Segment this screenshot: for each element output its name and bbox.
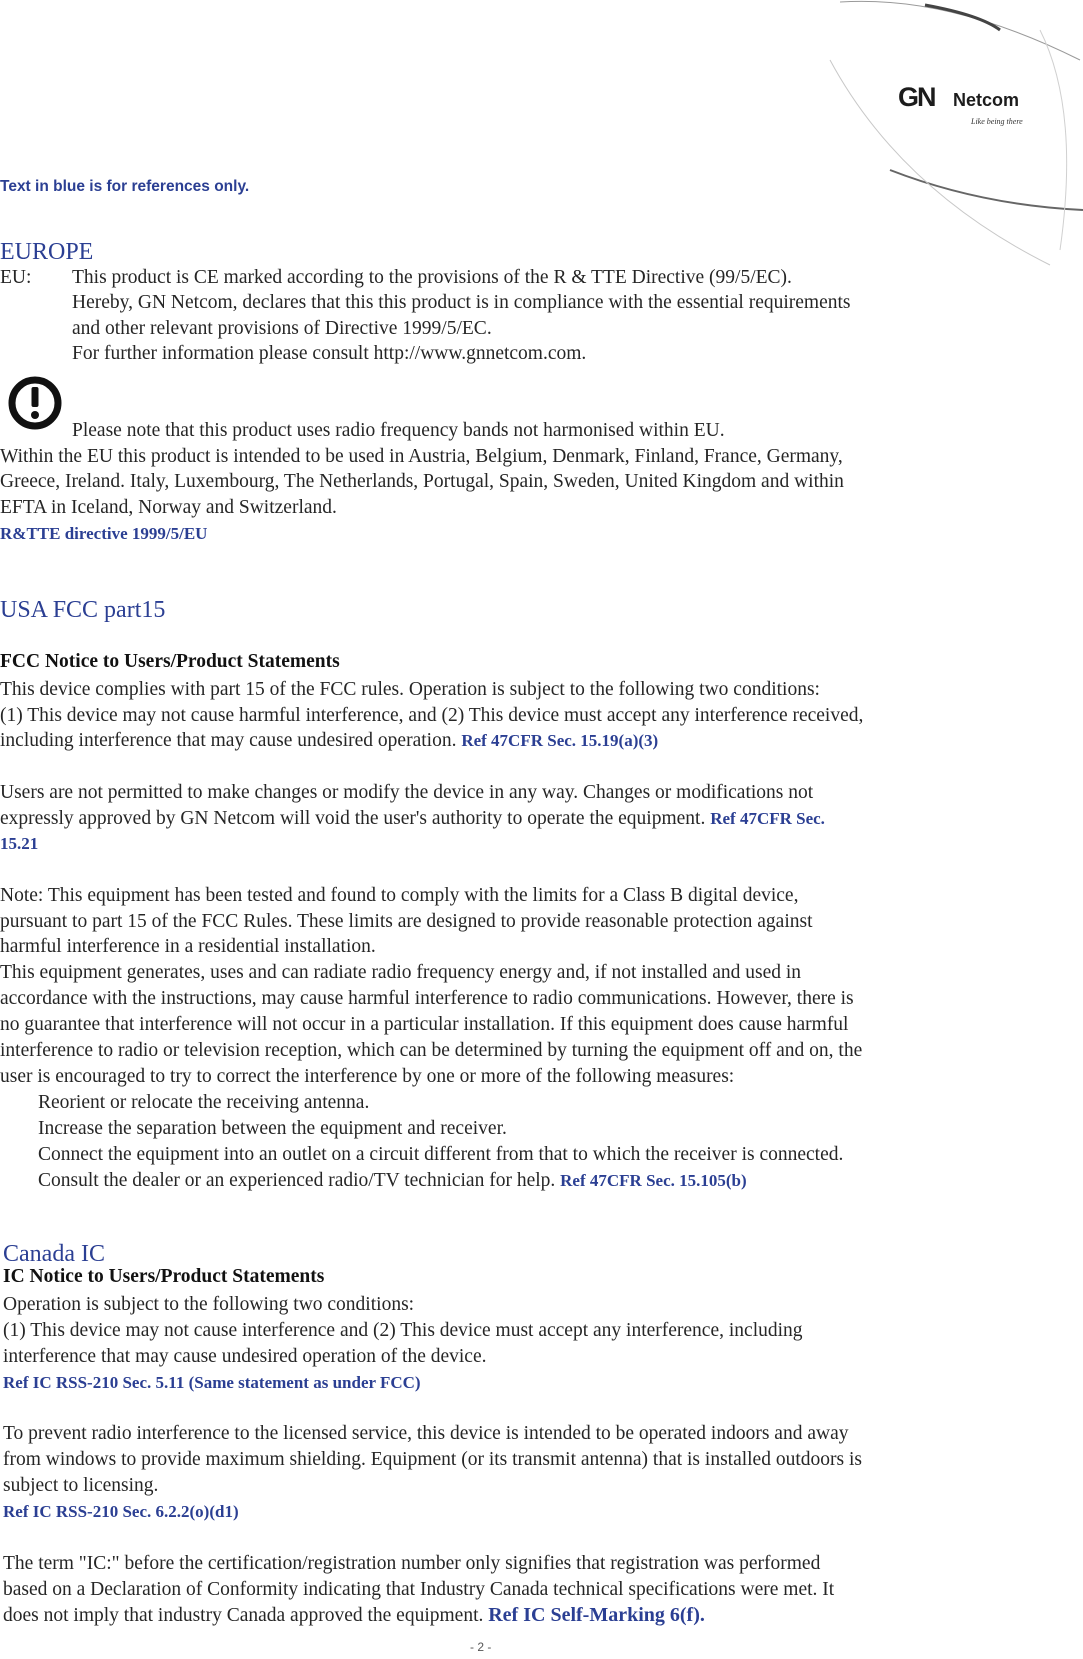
fcc-p1-line-3	[0, 728, 658, 754]
fcc-ref-15-21-b: 15.21	[0, 834, 39, 853]
logo-tagline: Like being there	[971, 117, 1023, 126]
reference-note: Text in blue is for references only.	[0, 178, 250, 195]
fcc-p1-line-2: (1) This device may not cause harmful interference, and (2) This device must accept any interference received,	[0, 705, 864, 726]
ic-p3-line-1: The term "IC:" before the certification/registration number only signifies that registration was performed	[3, 1553, 821, 1574]
europe-heading: EUROPE	[0, 239, 94, 265]
fcc-ref-15-21-a: Ref 47CFR Sec.	[710, 809, 825, 828]
fcc-p2-line-2	[0, 806, 825, 832]
fcc-ref-15-19: Ref 47CFR Sec. 15.19(a)(3)	[461, 731, 659, 750]
warning-line-4: EFTA in Iceland, Norway and Switzerland.	[0, 497, 337, 518]
ic-p2-line-2: from windows to provide maximum shielding. Equipment (or its transmit antenna) that is installed outdoors is	[3, 1449, 862, 1470]
fcc-p2-line-1: Users are not permitted to make changes or modify the device in any way. Changes or modifications not	[0, 782, 814, 803]
eu-label: EU:	[0, 267, 32, 288]
logo-name: Netcom	[953, 90, 1020, 110]
fcc-p3-line-4: This equipment generates, uses and can radiate radio frequency energy and, if not installed and used in	[0, 962, 802, 983]
warning-line-3: Greece, Ireland. Italy, Luxembourg, The Netherlands, Portugal, Spain, Sweden, United Kingdom and within	[0, 471, 844, 492]
ic-p2-line-1: To prevent radio interference to the licensed service, this device is intended to be operated indoors and away	[3, 1423, 849, 1444]
fcc-p2-line-2-text: expressly approved by GN Netcom will void the user's authority to operate the equipment.	[0, 808, 706, 829]
europe-ref: R&TTE directive 1999/5/EU	[0, 524, 208, 543]
ic-p2-line-3: subject to licensing.	[3, 1475, 159, 1496]
ic-p1-line-2: (1) This device may not cause interference and (2) This device must accept any interference, including	[3, 1320, 803, 1341]
fcc-p3-line-7: interference to radio or television reception, which can be determined by turning the equipment off and on, the	[0, 1040, 863, 1061]
fcc-p3-line-1: Note: This equipment has been tested and found to comply with the limits for a Class B digital device,	[0, 885, 799, 906]
fcc-measure-3: Connect the equipment into an outlet on a circuit different from that to which the receiver is connected.	[38, 1144, 844, 1165]
logo-mark: GN	[898, 82, 935, 112]
europe-line-3: and other relevant provisions of Directive 1999/5/EC.	[72, 318, 492, 339]
fcc-p3-line-6: no guarantee that interference will not occur in a particular installation. If this equipment does cause harmful	[0, 1014, 849, 1035]
ic-ref-self-marking: Ref IC Self-Marking 6(f).	[488, 1604, 705, 1626]
usa-heading: USA FCC part15	[0, 597, 166, 623]
ic-subheading: IC Notice to Users/Product Statements	[3, 1266, 325, 1287]
fcc-ref-15-105: Ref 47CFR Sec. 15.105(b)	[560, 1171, 747, 1190]
fcc-measure-4-row	[38, 1168, 747, 1194]
ic-p3-line-3-text: does not imply that industry Canada approved the equipment.	[3, 1605, 484, 1626]
europe-line-2: Hereby, GN Netcom, declares that this this product is in compliance with the essential requirements	[72, 292, 851, 313]
page-number: - 2 -	[470, 1640, 492, 1654]
ic-p3-line-2: based on a Declaration of Conformity indicating that Industry Canada technical specifications were met. It	[3, 1579, 835, 1600]
ic-p3-line-3	[3, 1603, 705, 1629]
warning-line-1: Please note that this product uses radio frequency bands not harmonised within EU.	[72, 420, 725, 441]
fcc-p3-line-8: user is encouraged to try to correct the interference by one or more of the following measures:	[0, 1066, 735, 1087]
ic-ref-6-2-2: Ref IC RSS-210 Sec. 6.2.2(o)(d1)	[3, 1502, 239, 1521]
ic-ref-5-11: Ref IC RSS-210 Sec. 5.11 (Same statement as under FCC)	[3, 1373, 421, 1392]
decorative-swoosh	[780, 0, 1083, 270]
fcc-p3-line-2: pursuant to part 15 of the FCC Rules. These limits are designed to provide reasonable protection against	[0, 911, 813, 932]
europe-line-1: This product is CE marked according to the provisions of the R & TTE Directive (99/5/EC).	[72, 267, 792, 288]
fcc-measure-4: Consult the dealer or an experienced radio/TV technician for help.	[38, 1170, 556, 1191]
ic-p1-line-3: interference that may cause undesired operation of the device.	[3, 1346, 487, 1367]
warning-line-2: Within the EU this product is intended to be used in Austria, Belgium, Denmark, Finland, France, Germany,	[0, 446, 843, 467]
fcc-p3-line-5: accordance with the instructions, may cause harmful interference to radio communications. However, there is	[0, 988, 854, 1009]
gn-netcom-logo	[898, 82, 1028, 132]
fcc-p1-line-3-text: including interference that may cause undesired operation.	[0, 730, 457, 751]
fcc-subheading: FCC Notice to Users/Product Statements	[0, 651, 340, 672]
fcc-p1-line-1: This device complies with part 15 of the FCC rules. Operation is subject to the following two conditions:	[0, 679, 820, 700]
canada-heading: Canada IC	[3, 1241, 105, 1267]
fcc-p3-line-3: harmful interference in a residential installation.	[0, 936, 376, 957]
fcc-measure-2: Increase the separation between the equipment and receiver.	[38, 1118, 507, 1139]
fcc-measure-1: Reorient or relocate the receiving antenna.	[38, 1092, 370, 1113]
europe-line-4: For further information please consult http://www.gnnetcom.com.	[72, 343, 587, 364]
ic-p1-line-1: Operation is subject to the following two conditions:	[3, 1294, 415, 1315]
exclamation-warning-icon	[6, 374, 64, 432]
